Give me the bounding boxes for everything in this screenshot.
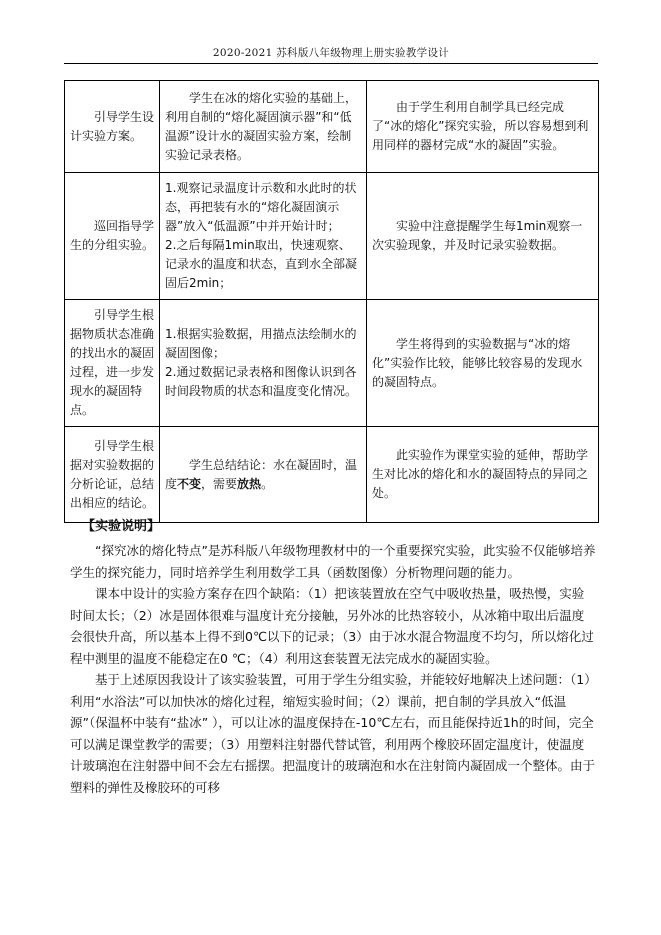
table-row [65,81,599,173]
student-activity-cell [160,173,367,300]
table-row [65,300,599,427]
table-row [65,173,599,300]
conclusion-keyword: 放热 [237,476,262,491]
student-activity-step: 2.之后每隔1min取出，快速观察、记录水的温度和状态，直到水全部凝固后2min； [165,238,358,290]
conclusion-text: 。 [261,476,274,491]
student-activity-step: 1.根据实验数据，用描点法绘制水的凝固图像； [165,327,357,360]
design-intent-cell: 学生将得到的实验数据与“冰的熔化”实验作比较，能够比较容易的发现水的凝固特点。 [367,300,599,427]
design-intent-cell: 此实验作为课堂实验的延伸，帮助学生对比冰的熔化和水的凝固特点的异同之处。 [367,427,599,523]
header-rule [64,63,598,64]
teacher-activity-cell: 引导学生设计实验方案。 [65,81,160,173]
student-activity-step: 1.观察记录温度计示数和水此时的状态，再把装有水的“熔化凝固演示器”放入“低温源”中并开始计时； [165,181,357,233]
student-activity-cell [160,81,367,173]
conclusion-text: 学生总结结论：水在凝固时，温度 [165,457,358,491]
teacher-activity-cell: 巡回指导学生的分组实验。 [65,173,160,300]
teacher-activity-cell: 引导学生根据物质状态准确的找出水的凝固过程，进一步发现水的凝固特点。 [65,300,160,427]
experiment-notes [70,540,596,798]
table-row [65,427,599,523]
body-paragraph: 基于上述原因我设计了该实验装置，可用于学生分组实验，并能较好地解决上述问题：（1）利用“水浴法”可以加快冰的熔化过程，缩短实验时间；（2）课前，把自制的学具放入“低温源”（保温杯中装有“盐冰” ），可以让冰的温度保持在-10℃左右，而且能保持近1h的时间，完全可以满足课堂教学的需要；（3）用塑料注射器代替试管，利用两个橡胶环固定温度计，使温度计玻璃泡在注射器中间不会左右摇摆。把温度计的玻璃泡和水在注射筒内凝固成一个整体。由于塑料的弹性及橡胶环的可移 [70,672,596,795]
page-header: 2020-2021 苏科版八年级物理上册实验教学设计 [212,47,450,59]
teacher-activity-cell: 引导学生根据对实验数据的分析论证，总结出相应的结论。 [65,427,160,523]
body-paragraph: “探究冰的熔化特点”是苏科版八年级物理教材中的一个重要探究实验，此实验不仅能够培养学生的探究能力，同时培养学生利用数学工具（函数图像）分析物理问题的能力。 [70,543,596,580]
student-activity-step: 2.通过数据记录表格和图像认识到各时间段物质的状态和温度变化情况。 [165,365,358,398]
body-paragraph: 课本中设计的实验方案存在四个缺陷：（1）把该装置放在空气中吸收热量，吸热慢，实验时间太长；（2）冰是固体很难与温度计充分接触，另外冰的比热容较小，从冰箱中取出后温度会很快升高，所以基本上得不到0℃以下的记录；（3）由于冰水混合物温度不均匀，所以熔化过程中测里的温度不能稳定在0 ℃；（4）利用这套装置无法完成水的凝固实验。 [70,586,594,666]
student-activity-cell [160,300,367,427]
lesson-plan-table [64,80,599,523]
student-activity-text: 学生在冰的熔化实验的基础上，利用自制的“熔化凝固演示器”和“低温源”设计水的凝固实验方案，绘制实验记录表格。 [165,90,358,162]
conclusion-keyword: 不变 [177,476,202,491]
conclusion-text: ，需要 [201,476,238,491]
design-intent-cell: 由于学生利用自制学具已经完成了“冰的熔化”探究实验，所以容易想到利用同样的器材完成“水的凝固”实验。 [367,81,599,173]
section-heading: 【实验说明】 [82,519,161,534]
student-conclusion-cell [160,427,367,523]
design-intent-cell: 实验中注意提醒学生每1min观察一次实验现象，并及时记录实验数据。 [367,173,599,300]
